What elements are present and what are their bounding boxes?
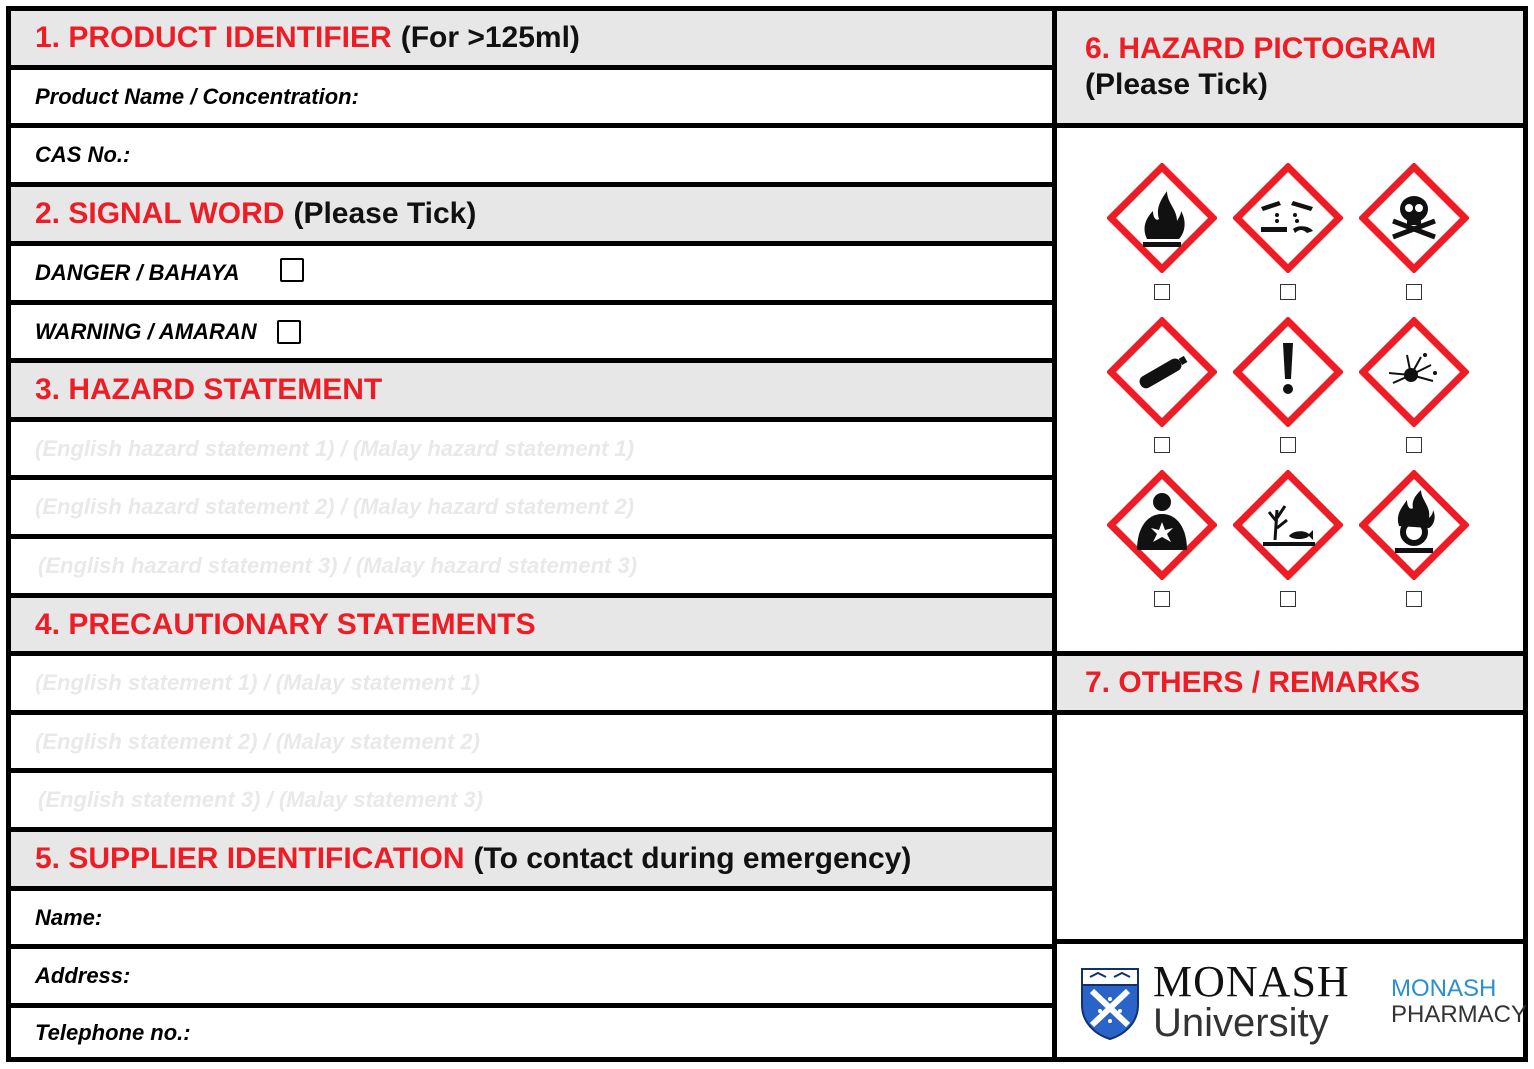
supplier-address-label: Address: — [35, 963, 131, 988]
logo-area — [1057, 944, 1528, 1057]
precaution-placeholder: (English statement 1) / (Malay statement 1) — [35, 670, 480, 695]
left-column — [11, 11, 1052, 1057]
signal-option-warning — [11, 305, 1052, 358]
remarks-area[interactable] — [1057, 715, 1523, 939]
precaution-statement-1[interactable] — [11, 656, 1052, 710]
precaution-placeholder: (English statement 3) / (Malay statement 3) — [38, 787, 483, 812]
pharmacy-logo-line1: MONASH — [1391, 975, 1497, 1002]
right-column — [1057, 11, 1528, 1057]
supplier-name-label: Name: — [35, 904, 103, 930]
section3-title: 3. HAZARD STATEMENT — [35, 373, 383, 406]
monash-wordmark: MONASH — [1153, 957, 1350, 1006]
hazard-statement-placeholder: (English hazard statement 1) / (Malay hazard statement 1) — [35, 435, 635, 461]
pictogram-checkbox-corrosion[interactable] — [1280, 284, 1296, 300]
section2-title: 2. SIGNAL WORD — [35, 197, 285, 230]
product-name-field[interactable] — [11, 70, 1052, 123]
section4-header — [11, 598, 1052, 651]
environment-icon — [1233, 470, 1343, 580]
danger-checkbox[interactable] — [280, 258, 304, 282]
section1-suffix: (For >125ml) — [400, 21, 580, 54]
warning-label: WARNING / AMARAN — [35, 318, 257, 344]
pictogram-checkbox-flame[interactable] — [1154, 284, 1170, 300]
signal-option-danger — [11, 246, 1052, 300]
precaution-statement-2[interactable] — [11, 715, 1052, 768]
hazard-statement-placeholder: (English hazard statement 3) / (Malay hazard statement 3) — [38, 553, 638, 578]
section7-header — [1057, 656, 1523, 710]
product-name-label: Product Name / Concentration: — [35, 83, 359, 109]
section3-header — [11, 363, 1052, 417]
health-hazard-icon — [1107, 470, 1217, 580]
pictogram-checkbox-skull[interactable] — [1406, 284, 1422, 300]
pictogram-checkbox-health-hazard[interactable] — [1154, 591, 1170, 607]
warning-checkbox[interactable] — [277, 320, 301, 344]
pictogram-checkbox-exploding-bomb[interactable] — [1406, 437, 1422, 453]
university-wordmark: University — [1153, 1001, 1329, 1045]
section1-header — [11, 11, 1052, 65]
pictogram-checkbox-environment[interactable] — [1280, 591, 1296, 607]
section6-header — [1057, 11, 1523, 123]
cas-no-field[interactable] — [11, 128, 1052, 182]
precaution-statement-3[interactable] — [11, 773, 1052, 827]
hazard-statement-placeholder: (English hazard statement 2) / (Malay hazard statement 2) — [35, 494, 635, 519]
precaution-placeholder: (English statement 2) / (Malay statement 2) — [35, 728, 480, 754]
gas-cylinder-icon — [1107, 317, 1217, 427]
supplier-telephone-label: Telephone no.: — [35, 1019, 191, 1045]
danger-label: DANGER / BAHAYA — [35, 260, 240, 285]
section6-title: 6. HAZARD PICTOGRAM — [1085, 32, 1437, 65]
corrosion-icon — [1233, 163, 1343, 273]
section6-suffix: (Please Tick) — [1085, 68, 1268, 101]
skull-crossbones-icon — [1359, 163, 1469, 273]
section4-title: 4. PRECAUTIONARY STATEMENTS — [35, 607, 536, 641]
pictogram-checkbox-exclamation[interactable] — [1280, 437, 1296, 453]
section5-suffix: (To contact during emergency) — [473, 842, 912, 875]
section7-title: 7. OTHERS / REMARKS — [1085, 666, 1421, 699]
exploding-bomb-icon — [1359, 317, 1469, 427]
flame-over-circle-icon — [1359, 470, 1469, 580]
flame-icon — [1107, 163, 1217, 273]
chemical-label — [6, 6, 1528, 1062]
section1-title: 1. PRODUCT IDENTIFIER — [35, 21, 392, 54]
section5-header — [11, 832, 1052, 886]
supplier-address-field[interactable] — [11, 949, 1052, 1003]
supplier-name-field[interactable] — [11, 891, 1052, 944]
hazard-statement-3[interactable] — [11, 539, 1052, 593]
section5-title: 5. SUPPLIER IDENTIFICATION — [35, 842, 465, 875]
pictogram-checkbox-oxidizer[interactable] — [1406, 591, 1422, 607]
pictogram-checkbox-gas-cylinder[interactable] — [1154, 437, 1170, 453]
hazard-statement-2[interactable] — [11, 480, 1052, 534]
hazard-statement-1[interactable] — [11, 422, 1052, 475]
monash-crest-icon — [1078, 965, 1142, 1041]
exclamation-mark-icon — [1233, 317, 1343, 427]
supplier-telephone-field[interactable] — [11, 1008, 1052, 1057]
section2-suffix: (Please Tick) — [293, 197, 477, 230]
section2-header — [11, 187, 1052, 241]
cas-no-label: CAS No.: — [35, 142, 131, 167]
pharmacy-logo-line2: PHARMACY — [1391, 1001, 1528, 1028]
